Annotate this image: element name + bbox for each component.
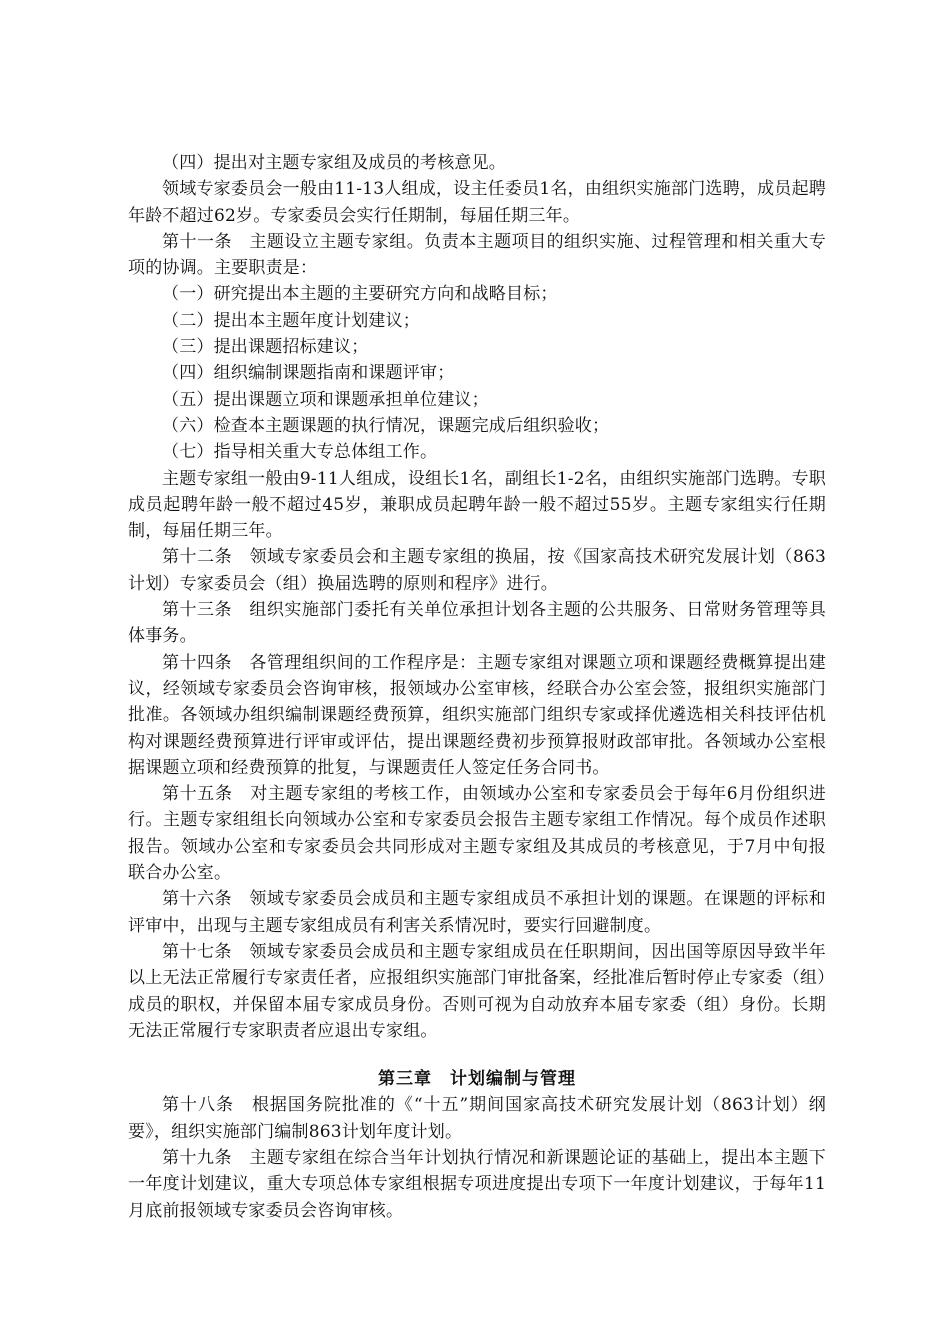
paragraph: 第十七条 领域专家委员会成员和主题专家组成员在任职期间，因出国等原因导致半年以上无法正常履行专家责任者，应报组织实施部门审批备案，经批准后暂时停止专家委（组）成员的职权，并保留本届专家成员身份。否则可视为自动放弃本届专家委（组）身份。长期无法正常履行专家职责者应退出专家组。 (128, 941, 826, 1041)
list-item: （六）检查本主题课题的执行情况，课题完成后组织验收； (162, 415, 610, 436)
list-item: （一）研究提出本主题的主要研究方向和战略目标； (162, 284, 558, 305)
list-item: （七）指导相关重大专总体组工作。 (162, 442, 438, 463)
paragraph: 第十一条 主题设立主题专家组。负责本主题项目的组织实施、过程管理和相关重大专项的协调。主要职责是： (128, 231, 826, 279)
document-body (128, 150, 826, 1224)
chapter-heading: 第三章 计划编制与管理 (378, 1069, 576, 1090)
paragraph: 第十三条 组织实施部门委托有关单位承担计划各主题的公共服务、日常财务管理等具体事务。 (128, 600, 826, 647)
list-item: （五）提出课题立项和课题承担单位建议； (162, 389, 489, 410)
paragraph: 第十八条 根据国务院批准的《“十五”期间国家高技术研究发展计划（863计划）纲要》，组织实施部门编制863计划年度计划。 (128, 1095, 826, 1142)
list-item: （二）提出本主题年度计划建议； (162, 310, 420, 331)
list-item: （三）提出课题招标建议； (162, 337, 369, 358)
paragraph: 主题专家组一般由9-11人组成，设组长1名，副组长1-2名，由组织实施部门选聘。专职成员起聘年龄一般不超过45岁，兼职成员起聘年龄一般不超过55岁。主题专家组实行任期制，每届任期三年。 (128, 468, 826, 542)
paragraph: 领域专家委员会一般由11-13人组成，设主任委员1名，由组织实施部门选聘，成员起聘年龄不超过62岁。专家委员会实行任期制，每届任期三年。 (128, 179, 826, 226)
paragraph: 第十九条 主题专家组在综合当年计划执行情况和新课题论证的基础上，提出本主题下一年度计划建议，重大专项总体专家组根据专项进度提出专项下一年度计划建议，于每年11月底前报领域专家委员会咨询审核。 (128, 1147, 826, 1221)
paragraph: （四）提出对主题专家组及成员的考核意见。 (162, 153, 506, 173)
paragraph: 第十四条 各管理组织间的工作程序是：主题专家组对课题立项和课题经费概算提出建议，经领域专家委员会咨询审核，报领域办公室审核，经联合办公室会签，报组织实施部门批准。各领域办组织编制课题经费预算，组织实施部门组织专家或择优遴选相关科技评估机构对课题经费预算进行评审或评估，提出课题经费初步预算报财政部审批。各领域办公室根据课题立项和经费预算的批复，与课题责任人签定任务合同书。 (128, 652, 826, 778)
list-item: （四）组织编制课题指南和课题评审； (162, 363, 455, 384)
paragraph: 第十五条 对主题专家组的考核工作，由领域办公室和专家委员会于每年6月份组织进行。主题专家组组长向领域办公室和专家委员会报告主题专家组工作情况。每个成员作述职报告。领域办公室和专家委员会共同形成对主题专家组及其成员的考核意见，于7月中旬报联合办公室。 (128, 784, 826, 884)
paragraph: 第十二条 领域专家委员会和主题专家组的换届，按《国家高技术研究发展计划（863计划）专家委员会（组）换届选聘的原则和程序》进行。 (128, 547, 826, 594)
paragraph: 第十六条 领域专家委员会成员和主题专家组成员不承担计划的课题。在课题的评标和评审中，出现与主题专家组成员有利害关系情况时，要实行回避制度。 (128, 889, 826, 936)
